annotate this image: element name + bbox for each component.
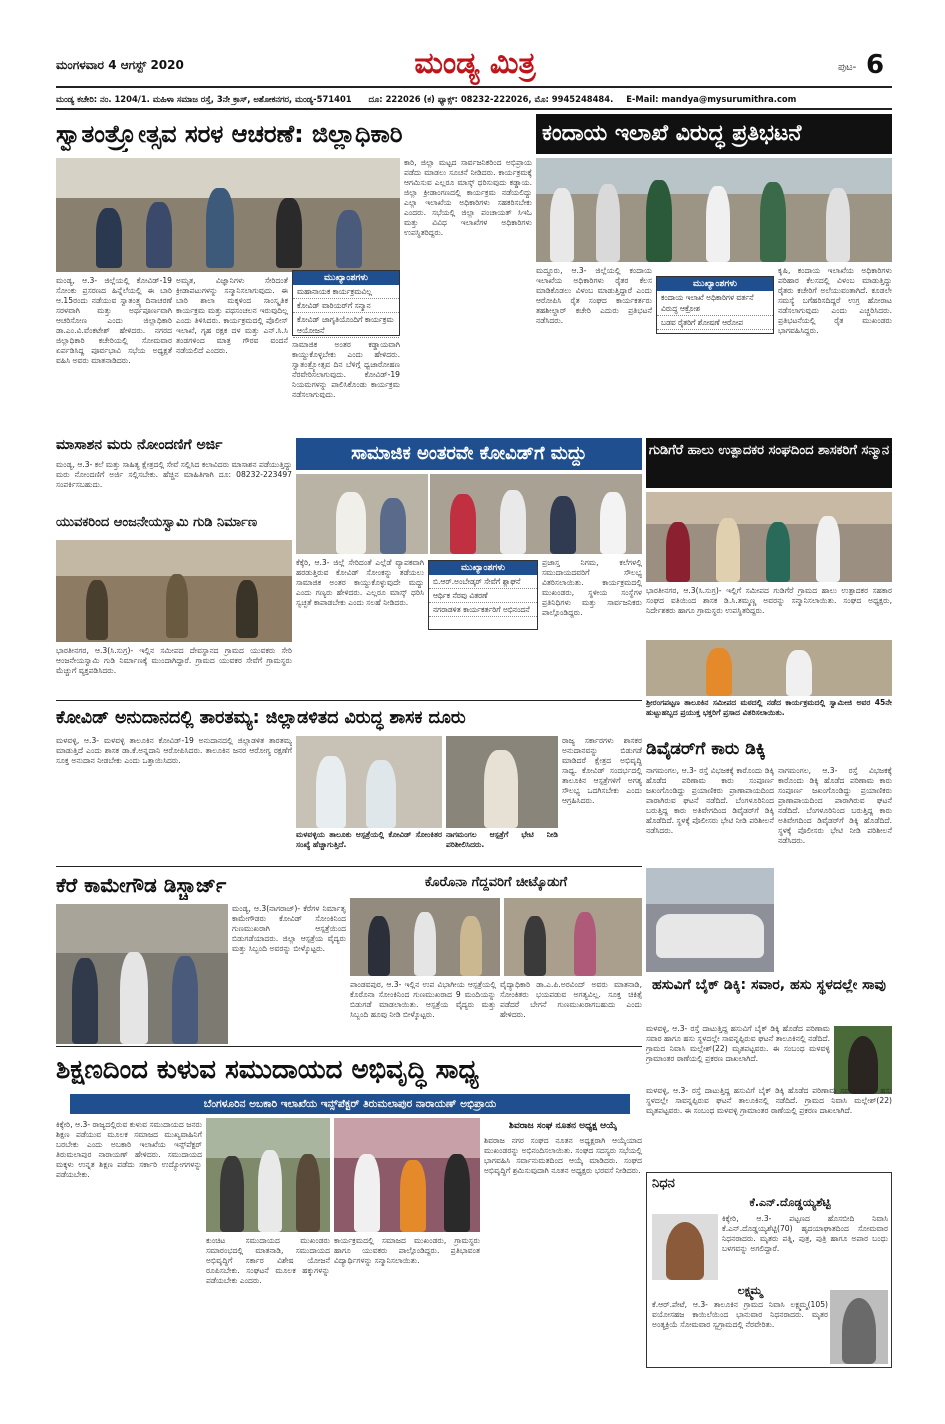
a11-body: ಮಳವಳ್ಳಿ, ಆ.3- ರಸ್ತೆ ದಾಟುತ್ತಿದ್ದ ಹಸುವಿಗೆ ಬೈಕ್ ಡಿಕ್ಕಿ ಹೊಡೆದ ಪರಿಣಾಮ ಸವಾರ ಹಾಗೂ ಹಸು ಸ್ಥಳದಲ್ಲೇ ಸಾವನ್ನಪ್ಪಿರುವ ಘಟನೆ ತಾಲೂಕಿನಲ್ಲಿ ನಡೆದಿದೆ. ಗ್ರಾಮದ ನಿವಾಸಿ ಮಲ್ಲೇಶ್(22) ಮೃತಪಟ್ಟವರು. ಈ ಸಂಬಂಧ ಮಳವಳ್ಳಿ ಗ್ರಾಮಾಂತರ ಠಾಣೆಯಲ್ಲಿ ಪ್ರಕರಣ ದಾಖಲಾಗಿದೆ. — [646, 1024, 830, 1063]
page-number: 6 — [866, 50, 885, 80]
a10-body: ಪಾಂಡವಪುರ, ಆ.3- ಇಲ್ಲಿನ ಉಪ ವಿಭಾಗೀಯ ಆಸ್ಪತ್ರೆಯಲ್ಲಿ ಕೊರೊನಾ ಸೋಂಕಿನಿಂದ ಗುಣಮುಖರಾದ 9 ಮಂದಿಯನ್ನು ಬಿಡುಗಡೆ ಮಾಡಲಾಯಿತು. ಆಸ್ಪತ್ರೆಯ ವೈದ್ಯರು ಮತ್ತು ಸಿಬ್ಬಂದಿ ಹೂವು ನೀಡಿ ಬೀಳ್ಕೊಟ್ಟರು. — [350, 980, 496, 1019]
a12-headline: ಶಿಕ್ಷಣದಿಂದ ಕುಳುವ ಸಮುದಾಯದ ಅಭಿವೃದ್ಧಿ ಸಾಧ್ಯ — [56, 1055, 479, 1085]
a2-body-left: ಮದ್ದೂರು, ಆ.3- ಜಿಲ್ಲೆಯಲ್ಲಿ ಕಂದಾಯ ಇಲಾಖೆಯ ಅಧಿಕಾರಿಗಳು ರೈತರ ಕೆಲಸ ಮಾಡಿಕೊಡಲು ವಿಳಂಬ ಮಾಡುತ್ತಿದ್ದಾರೆ ಎಂದು ಆರೋಪಿಸಿ ರೈತ ಸಂಘದ ಕಾರ್ಯಕರ್ತರು ತಹಶೀಲ್ದಾರ್ ಕಚೇರಿ ಎದುರು ಪ್ರತಿಭಟನೆ ನಡೆಸಿದರು. — [536, 266, 652, 325]
a4-headline: ಯುವಕರಿಂದ ಆಂಜನೇಯಸ್ವಾಮಿ ಗುಡಿ ನಿರ್ಮಾಣ — [56, 516, 258, 530]
a2-key-point: ಬಡವ ರೈತರಿಗೆ ಶೋಷಣೆ ಆರೋಪ — [657, 316, 773, 330]
a5-photo — [430, 474, 642, 554]
a1-body-left: ಮಂಡ್ಯ, ಆ.3- ಜಿಲ್ಲೆಯಲ್ಲಿ ಕೋವಿಡ್-19 ಸೋಂಕು ಪ್ರಸರಣದ ಹಿನ್ನೆಲೆಯಲ್ಲಿ ಈ ಬಾರಿ ಆ.15ರಂದು ನಡೆಯುವ ಸ್ವಾತಂತ್ರ್ಯ ದಿನಾಚರಣೆ ಸರಳವಾಗಿ ಮತ್ತು ಅರ್ಥಪೂರ್ಣವಾಗಿ ಆಚರಿಸೋಣ ಎಂದು ಜಿಲ್ಲಾಧಿಕಾರಿ ಡಾ.ಎಂ.ವಿ.ವೆಂಕಟೇಶ್ ಹೇಳಿದರು. ನಗರದ ಜಿಲ್ಲಾಧಿಕಾರಿ ಕಚೇರಿಯಲ್ಲಿ ಸೋಮವಾರ ಏರ್ಪಡಿಸಿದ್ದ ಪೂರ್ವಭಾವಿ ಸಭೆಯ ಅಧ್ಯಕ್ಷತೆ ವಹಿಸಿ ಅವರು ಮಾತನಾಡಿದರು. — [56, 276, 172, 365]
car-shape — [656, 914, 764, 958]
a6-body: ಭಾರತೀನಗರ, ಆ.3(ಸಿ.ಸುಗ್ರ)- ಇಲ್ಲಿಗೆ ಸಮೀಪದ ಗುಡಿಗೆರೆ ಗ್ರಾಮದ ಹಾಲು ಉತ್ಪಾದಕರ ಸಹಕಾರ ಸಂಘದ ವತಿಯಿಂದ ಶಾಸಕ ಡಿ.ಸಿ.ತಮ್ಮಣ್ಣ ಅವರನ್ನು ಸನ್ಮಾನಿಸಲಾಯಿತು. ಸಂಘದ ಅಧ್ಯಕ್ಷರು, ನಿರ್ದೇಶಕರು ಹಾಗೂ ಗ್ರಾಮಸ್ಥರು ಉಪಸ್ಥಿತರಿದ್ದರು. — [646, 586, 892, 615]
a12-body-right: ಕಾರ್ಯಕ್ರಮದಲ್ಲಿ ಸಮಾಜದ ಮುಖಂಡರು, ಗ್ರಾಮಸ್ಥರು ಹಾಗೂ ಯುವಕರು ಪಾಲ್ಗೊಂಡಿದ್ದರು. ಪ್ರತಿಭಾವಂತ ವಿದ್ಯಾರ್ಥಿಗಳನ್ನು ಸನ್ಮಾನಿಸಲಾಯಿತು. — [334, 1236, 480, 1265]
a11-victim-photo — [834, 1026, 892, 1094]
masthead-rule-2 — [56, 108, 892, 110]
page-label: ಪುಟ- — [838, 62, 857, 73]
obituary-name-2: ಲಕ್ಷ್ಮಮ್ಮ — [737, 1284, 763, 1297]
a8-headline: ಡಿವೈಡರ್‌ಗೆ ಕಾರು ಡಿಕ್ಕಿ — [646, 739, 766, 759]
obituary-title: ನಿಧನ — [652, 1176, 675, 1191]
section-rule — [56, 866, 642, 867]
a7-caption-left: ಮಳವಳ್ಳಿಯ ತಾಲೂಕು ಆಸ್ಪತ್ರೆಯಲ್ಲಿ ಕೋವಿಡ್ ಸೋಂಕಿತರ ಸಂಖ್ಯೆ ಹೆಚ್ಚಾಗುತ್ತಿದೆ. — [296, 830, 442, 849]
a5-photo — [296, 474, 428, 554]
a1-key-points — [292, 270, 400, 336]
a1-key-point: ಕೋವಿಡ್ ಜಾಗೃತಿಯೊಂದಿಗೆ ಕಾರ್ಯಕ್ರಮ ಆಯೋಜನೆ — [293, 313, 399, 338]
a1-key-points-title: ಮುಖ್ಯಾಂಶಗಳು — [293, 271, 399, 285]
address-text: ಮಂಡ್ಯ ಕಚೇರಿ: ನಂ. 1204/1. ಮಹಿಳಾ ಸಮಾಜ ರಸ್ತೆ, 3ನೇ ಕ್ರಾಸ್, ಅಶೋಕನಗರ, ಮಂಡ್ಯ-571401 — [56, 94, 352, 104]
a2-body-right: ಕೃಷಿ, ಕಂದಾಯ ಇಲಾಖೆಯ ಅಧಿಕಾರಿಗಳು ಪರಿಹಾರ ಕೆಲಸದಲ್ಲಿ ವಿಳಂಬ ಮಾಡುತ್ತಿದ್ದು ರೈತರು ಕಚೇರಿಗೆ ಅಲೆಯುವಂತಾಗಿದೆ. ಕೂಡಲೇ ಸಮಸ್ಯೆ ಬಗೆಹರಿಸದಿದ್ದರೆ ಉಗ್ರ ಹೋರಾಟ ನಡೆಸಲಾಗುವುದು ಎಂದು ಎಚ್ಚರಿಸಿದರು. ಪ್ರತಿಭಟನೆಯಲ್ಲಿ ರೈತ ಮುಖಂಡರು ಭಾಗವಹಿಸಿದ್ದರು. — [778, 266, 892, 335]
a8-body: ನಾಗಮಂಗಲ, ಆ.3- ರಸ್ತೆ ವಿಭಜಕಕ್ಕೆ ಕಾರೊಂದು ಡಿಕ್ಕಿ ಹೊಡೆದ ಪರಿಣಾಮ ಕಾರು ಸಂಪೂರ್ಣ ಜಖಂಗೊಂಡಿದ್ದು ಪ್ರಯಾಣಿಕರು ಪ್ರಾಣಾಪಾಯದಿಂದ ಪಾರಾಗಿರುವ ಘಟನೆ ನಡೆದಿದೆ. ಬೆಂಗಳೂರಿನಿಂದ ಬರುತ್ತಿದ್ದ ಕಾರು ಅತಿವೇಗದಿಂದ ಡಿವೈಡರ್‌ಗೆ ಡಿಕ್ಕಿ ಹೊಡೆದಿದೆ. ಸ್ಥಳಕ್ಕೆ ಪೊಲೀಸರು ಭೇಟಿ ನೀಡಿ ಪರಿಶೀಲನೆ ನಡೆಸಿದರು. — [778, 766, 892, 845]
a11-headline: ಹಸುವಿಗೆ ಬೈಕ್ ಡಿಕ್ಕಿ: ಸವಾರ, ಹಸು ಸ್ಥಳದಲ್ಲೇ ಸಾವು — [652, 977, 886, 993]
a1-meeting-photo — [56, 158, 400, 272]
a5-body-right: ಪ್ರಜಾಸ್ತ ನಿಗಮ, ಕಲೆಗಳಲ್ಲಿ ಸಮುದಾಯದವರಿಗೆ ಸೌಲಭ್ಯ ವಿತರಿಸಲಾಯಿತು. ಕಾರ್ಯಕ್ರಮದಲ್ಲಿ ಮುಖಂಡರು, ಸ್ಥಳೀಯ ಸಂಸ್ಥೆಗಳ ಪ್ರತಿನಿಧಿಗಳು ಮತ್ತು ಸಾರ್ವಜನಿಕರು ಪಾಲ್ಗೊಂಡಿದ್ದರು. — [542, 558, 642, 617]
a10-headline: ಕೊರೊನಾ ಗೆದ್ದವರಿಗೆ ಚೀಟ್ಕೊಡುಗೆ — [424, 875, 568, 890]
masthead-date: ಮಂಗಳವಾರ 4 ಆಗಸ್ಟ್ 2020 — [56, 58, 184, 72]
a1-body-mid2: ಸಾಮಾಜಿಕ ಅಂತರ ಕಡ್ಡಾಯವಾಗಿ ಕಾಯ್ದುಕೊಳ್ಳಬೇಕು ಎಂದು ಹೇಳಿದರು. ಸ್ವಾತಂತ್ರ್ಯೋತ್ಸವ ದಿನ ಬೆಳಿಗ್ಗೆ ಧ್ವಜಾರೋಹಣ ನೆರವೇರಿಸಲಾಗುವುದು. ಕೋವಿಡ್-19 ನಿಯಮಗಳನ್ನು ಪಾಲಿಸಿಕೊಂಡು ಕಾರ್ಯಕ್ರಮ ನಡೆಸಲಾಗುವುದು. — [292, 340, 400, 399]
a7-officials-photo — [446, 736, 558, 828]
a8-car-photo — [646, 868, 774, 972]
a8-body: ನಾಗಮಂಗಲ, ಆ.3- ರಸ್ತೆ ವಿಭಜಕಕ್ಕೆ ಕಾರೊಂದು ಡಿಕ್ಕಿ ಹೊಡೆದ ಪರಿಣಾಮ ಕಾರು ಸಂಪೂರ್ಣ ಜಖಂಗೊಂಡಿದ್ದು ಪ್ರಯಾಣಿಕರು ಪ್ರಾಣಾಪಾಯದಿಂದ ಪಾರಾಗಿರುವ ಘಟನೆ ನಡೆದಿದೆ. ಬೆಂಗಳೂರಿನಿಂದ ಬರುತ್ತಿದ್ದ ಕಾರು ಅತಿವೇಗದಿಂದ ಡಿವೈಡರ್‌ಗೆ ಡಿಕ್ಕಿ ಹೊಡೆದಿದೆ. ಸ್ಥಳಕ್ಕೆ ಪೊಲೀಸರು ಭೇಟಿ ನೀಡಿ ಪರಿಶೀಲನೆ ನಡೆಸಿದರು. — [646, 766, 774, 835]
a10-photo — [504, 898, 642, 976]
a5-headline: ಸಾಮಾಜಿಕ ಅಂತರವೇ ಕೋವಿಡ್‌ಗೆ ಮದ್ದು — [296, 438, 642, 470]
a12-body: ಕಿಕ್ಕೇರಿ, ಆ.3- ರಾಜ್ಯದಲ್ಲಿರುವ ಕುಳುವ ಸಮುದಾಯದ ಜನರು ಶಿಕ್ಷಣ ಪಡೆಯುವ ಮೂಲಕ ಸಮಾಜದ ಮುಖ್ಯವಾಹಿನಿಗೆ ಬರಬೇಕು ಎಂದು ಅಬಕಾರಿ ಇಲಾಖೆಯ ಇನ್ಸ್‌ಪೆಕ್ಟರ್ ತಿರುಮಲಾಪುರ ನಾರಾಯಣ್ ಹೇಳಿದರು. ಸಮುದಾಯದ ಮಕ್ಕಳು ಉನ್ನತ ಶಿಕ್ಷಣ ಪಡೆದು ಸರ್ಕಾರಿ ಉದ್ಯೋಗಗಳನ್ನು ಪಡೆಯಬೇಕು. — [56, 1120, 202, 1179]
a13-headline: ಶಿವರಾಜ ಸಂಘ ನೂತನ ಅಧ್ಯಕ್ಷ ಆಯ್ಕೆ — [509, 1121, 617, 1131]
masthead-rule — [56, 86, 892, 88]
a10-photo — [350, 898, 500, 976]
a12-photo — [334, 1118, 480, 1232]
a5-body: ಕೆಕ್ಕೆರಿ, ಆ.3- ಜಿಲ್ಲೆ ಸೇರಿದಂತೆ ಎಲ್ಲೆಡೆ ವ್ಯಾಪಕವಾಗಿ ಹರಡುತ್ತಿರುವ ಕೋವಿಡ್ ಸೋಂಕನ್ನು ತಡೆಯಲು ಸಾಮಾಜಿಕ ಅಂತರ ಕಾಯ್ದುಕೊಳ್ಳುವುದೇ ಮದ್ದು ಎಂದು ಗಣ್ಯರು ಹೇಳಿದರು. ಎಲ್ಲರೂ ಮಾಸ್ಕ್ ಧರಿಸಿ ಸ್ವಚ್ಛತೆ ಕಾಪಾಡಬೇಕು ಎಂದು ಸಲಹೆ ನೀಡಿದರು. — [296, 558, 424, 607]
a12-photo — [206, 1118, 330, 1232]
a12-subhead: ಬೆಂಗಳೂರಿನ ಅಬಕಾರಿ ಇಲಾಖೆಯ ಇನ್ಸ್‌ಪೆಕ್ಟರ್ ತಿರುಮಲಾಪುರ ನಾರಾಯಣ್ ಅಭಿಪ್ರಾಯ — [70, 1094, 630, 1114]
phone-text: ದೂ: 222026 (ಕ) ಫ್ಯಾಕ್ಸ್: 08232-222026, ಮೊ: 9945248484. — [368, 94, 614, 104]
a1-headline: ಸ್ವಾತಂತ್ರ್ಯೋತ್ಸವ ಸರಳ ಆಚರಣೆ: ಜಿಲ್ಲಾಧಿಕಾರಿ — [56, 120, 403, 148]
a7-body: ಮಳವಳ್ಳಿ, ಆ.3- ಮಳವಳ್ಳಿ ತಾಲೂಕಿನ ಕೋವಿಡ್-19 ಅನುದಾನದಲ್ಲಿ ಜಿಲ್ಲಾಡಳಿತ ತಾರತಮ್ಯ ಮಾಡುತ್ತಿದೆ ಎಂದು ಶಾಸಕ ಡಾ.ಕೆ.ಅನ್ನದಾನಿ ಆರೋಪಿಸಿದರು. ತಾಲೂಕಿನ ಜನರ ಆರೋಗ್ಯ ರಕ್ಷಣೆಗೆ ಸೂಕ್ತ ಅನುದಾನ ನೀಡಬೇಕು ಎಂದು ಒತ್ತಾಯಿಸಿದರು. — [56, 736, 292, 765]
a6-headline: ಗುಡಿಗೆರೆ ಹಾಲು ಉತ್ಪಾದಕರ ಸಂಘದಿಂದ ಶಾಸಕರಿಗೆ ಸನ್ಮಾನ — [646, 438, 892, 488]
obituary-photo-2 — [830, 1290, 888, 1364]
a2-protest-photo — [536, 158, 892, 262]
email-text: E-Mail: mandya@mysurumithra.com — [626, 94, 797, 104]
a1-key-point: ಕೋವಿಡ್ ವಾರಿಯರ್‌ಗೆ ಸನ್ಮಾನ — [293, 299, 399, 313]
a2-headline: ಕಂದಾಯ ಇಲಾಖೆ ವಿರುದ್ಧ ಪ್ರತಿಭಟನೆ — [536, 114, 892, 154]
obituary-body-2: ಕೆ.ಆರ್.ಪೇಟೆ, ಆ.3- ತಾಲೂಕಿನ ಗ್ರಾಮದ ನಿವಾಸಿ ಲಕ್ಷ್ಮಮ್ಮ(105) ವಯೋಸಹಜ ಕಾಯಿಲೆಯಿಂದ ಭಾನುವಾರ ನಿಧನರಾದರು. ಮೃತರ ಅಂತ್ಯಕ್ರಿಯೆ ಸೋಮವಾರ ಸ್ವಗ್ರಾಮದಲ್ಲಿ ನೆರವೇರಿತು. — [652, 1300, 828, 1329]
a6b-photo — [646, 640, 892, 696]
a3-headline: ಮಾಸಾಶನ ಮರು ನೋಂದಣಿಗೆ ಅರ್ಜಿ — [56, 438, 223, 453]
a1-key-point: ಮಹಾನಾಯಕ ಕಾರ್ಯಕ್ರಮವಿಲ್ಲ — [293, 285, 399, 299]
a7-caption-right: ನಾಗಮಂಗಲ ಆಸ್ಪತ್ರೆಗೆ ಭೇಟಿ ನೀಡಿ ಪರಿಶೀಲಿಸಿದರು. — [446, 830, 558, 849]
section-rule — [56, 700, 642, 701]
section-rule — [56, 1046, 642, 1047]
a6-photo — [646, 492, 892, 582]
a9-headline: ಕೆರೆ ಕಾಮೇಗೌಡ ಡಿಸ್ಚಾರ್ಜ್ — [56, 873, 227, 897]
a3-body: ಮಂಡ್ಯ, ಆ.3- ಕಲೆ ಮತ್ತು ಸಾಹಿತ್ಯ ಕ್ಷೇತ್ರದಲ್ಲಿ ಸೇವೆ ಸಲ್ಲಿಸಿದ ಕಲಾವಿದರು ಮಾಸಾಶನ ಪಡೆಯುತ್ತಿದ್ದು ಮರು ನೋಂದಣಿಗೆ ಅರ್ಜಿ ಸಲ್ಲಿಸಬೇಕು. ಹೆಚ್ಚಿನ ಮಾಹಿತಿಗಾಗಿ ದೂ: 08232-223497 ಸಂಪರ್ಕಿಸಬಹುದು. — [56, 460, 292, 489]
a9-photo — [56, 904, 228, 1044]
a11-body: ಮಳವಳ್ಳಿ, ಆ.3- ರಸ್ತೆ ದಾಟುತ್ತಿದ್ದ ಹಸುವಿಗೆ ಬೈಕ್ ಡಿಕ್ಕಿ ಹೊಡೆದ ಪರಿಣಾಮ ಸವಾರ ಹಾಗೂ ಹಸು ಸ್ಥಳದಲ್ಲೇ ಸಾವನ್ನಪ್ಪಿರುವ ಘಟನೆ ತಾಲೂಕಿನಲ್ಲಿ ನಡೆದಿದೆ. ಗ್ರಾಮದ ನಿವಾಸಿ ಮಲ್ಲೇಶ್(22) ಮೃತಪಟ್ಟವರು. ಈ ಸಂಬಂಧ ಮಳವಳ್ಳಿ ಗ್ರಾಮಾಂತರ ಠಾಣೆಯಲ್ಲಿ ಪ್ರಕರಣ ದಾಖಲಾಗಿದೆ. — [646, 1086, 892, 1115]
a2-key-points — [656, 276, 774, 334]
obituary-photo-1 — [652, 1214, 718, 1280]
obituary-name-1: ಕೆ.ಎನ್.ದೊಡ್ಡಯ್ಯಶೆಟ್ಟಿ — [749, 1196, 831, 1209]
a1-body-mid: ಅಮೃತ, ವಿಜ್ಞಾನಿಗಳು ಸೇರಿದಂತೆ ಕ್ರೀಡಾಪಟುಗಳನ್ನು ಸನ್ಮಾನಿಸಲಾಗುವುದು. ಈ ಬಾರಿ ಶಾಲಾ ಮಕ್ಕಳಿಂದ ಸಾಂಸ್ಕೃತಿಕ ಕಾರ್ಯಕ್ರಮ ಮತ್ತು ಪಥಸಂಚಲನ ಇರುವುದಿಲ್ಲ ಎಂದು ತಿಳಿಸಿದರು. ಕಾರ್ಯಕ್ರಮದಲ್ಲಿ ಪೊಲೀಸ್ ಇಲಾಖೆ, ಗೃಹ ರಕ್ಷಕ ದಳ ಮತ್ತು ಎನ್.ಸಿ.ಸಿ ತಂಡಗಳಿಂದ ಮಾತ್ರ ಗೌರವ ವಂದನೆ ನಡೆಯಲಿದೆ ಎಂದರು. — [176, 276, 288, 355]
a7-body-right: ರಾಜ್ಯ ಸರ್ಕಾರಗಳು ಶಾಸಕರ ಅನುದಾನವನ್ನು ಬಿಡುಗಡೆ ಮಾಡಿದರೆ ಕ್ಷೇತ್ರದ ಅಭಿವೃದ್ಧಿ ಸಾಧ್ಯ. ಕೋವಿಡ್ ಸಂದರ್ಭದಲ್ಲಿ ತಾಲೂಕಿನ ಆಸ್ಪತ್ರೆಗಳಿಗೆ ಅಗತ್ಯ ಸೌಲಭ್ಯ ಒದಗಿಸಬೇಕು ಎಂದು ಆಗ್ರಹಿಸಿದರು. — [562, 736, 642, 805]
a5-key-point: ಬಿ.ಆರ್.ಅಂಬೇಡ್ಕರ್ ಸೇವೆಗೆ ಶ್ಲಾಘನೆ — [429, 575, 537, 589]
a2-key-points-title: ಮುಖ್ಯಾಂಶಗಳು — [657, 277, 773, 291]
a5-key-point: ನಗರಾಡಳಿತ ಕಾರ್ಯಕರ್ತರಿಗೆ ಅಭಿನಂದನೆ — [429, 603, 537, 617]
a5-key-points-title: ಮುಖ್ಯಾಂಶಗಳು — [429, 561, 537, 575]
a7-headline: ಕೋವಿಡ್ ಅನುದಾನದಲ್ಲಿ ತಾರತಮ್ಯ: ಜಿಲ್ಲಾಡಳಿತದ ವಿರುದ್ಧ ಶಾಸಕ ದೂರು — [56, 708, 466, 728]
a9-body: ಮಂಡ್ಯ, ಆ.3(ನಾಗರಾಜ್)- ಕೆರೆಗಳ ನಿರ್ಮಾತೃ ಕಾಮೇಗೌಡರು ಕೋವಿಡ್ ಸೋಂಕಿನಿಂದ ಗುಣಮುಖರಾಗಿ ಆಸ್ಪತ್ರೆಯಿಂದ ಬಿಡುಗಡೆಯಾದರು. ಜಿಲ್ಲಾ ಆಸ್ಪತ್ರೆಯ ವೈದ್ಯರು ಮತ್ತು ಸಿಬ್ಬಂದಿ ಅವರನ್ನು ಬೀಳ್ಕೊಟ್ಟರು. — [232, 904, 346, 953]
a4-photo — [56, 540, 292, 642]
a13-body: ಶಿವರಾಜ ನಗರ ಸಂಘದ ನೂತನ ಅಧ್ಯಕ್ಷರಾಗಿ ಆಯ್ಕೆಯಾದ ಮುಖಂಡರನ್ನು ಅಭಿನಂದಿಸಲಾಯಿತು. ಸಂಘದ ಸದಸ್ಯರು ಸಭೆಯಲ್ಲಿ ಭಾಗವಹಿಸಿ ಸರ್ವಾನುಮತದಿಂದ ಆಯ್ಕೆ ಮಾಡಿದರು. ಸಂಘದ ಅಭಿವೃದ್ಧಿಗೆ ಶ್ರಮಿಸುವುದಾಗಿ ನೂತನ ಅಧ್ಯಕ್ಷರು ಭರವಸೆ ನೀಡಿದರು. — [484, 1136, 642, 1175]
a6b-caption: ಶ್ರೀರಂಗಪಟ್ಟಣ ತಾಲೂಕಿನ ಸಮೀಪದ ಮಠದಲ್ಲಿ ನಡೆದ ಕಾರ್ಯಕ್ರಮದಲ್ಲಿ ಸ್ವಾಮೀಜಿ ಅವರ 45ನೇ ಹುಟ್ಟುಹಬ್ಬದ ಪ್ರಯುಕ್ತ ಭಕ್ತರಿಗೆ ಪ್ರಸಾದ ವಿತರಿಸಲಾಯಿತು. — [646, 698, 892, 717]
a4-body: ಭಾರತೀನಗರ, ಆ.3(ಸಿ.ಸುಗ್ರ)- ಇಲ್ಲಿನ ಸಮೀಪದ ದೇವಸ್ಥಾನದ ಗ್ರಾಮದ ಯುವಕರು ಸೇರಿ ಆಂಜನೇಯಸ್ವಾಮಿ ಗುಡಿ ನಿರ್ಮಾಣಕ್ಕೆ ಮುಂದಾಗಿದ್ದಾರೆ. ಗ್ರಾಮದ ಯುವಕರ ಸೇವೆಗೆ ಗ್ರಾಮಸ್ಥರು ಮೆಚ್ಚುಗೆ ವ್ಯಕ್ತಪಡಿಸಿದರು. — [56, 646, 292, 675]
a12-body-mid: ಕುಂಚಿಟ ಸಮುದಾಯದ ಮುಖಂಡರು ಸಮಾರಂಭದಲ್ಲಿ ಮಾತನಾಡಿ, ಸಮುದಾಯದ ಅಭಿವೃದ್ಧಿಗೆ ಸರ್ಕಾರ ವಿಶೇಷ ಯೋಜನೆ ರೂಪಿಸಬೇಕು. ಸಂಘಟನೆ ಮೂಲಕ ಹಕ್ಕುಗಳನ್ನು ಪಡೆಯಬೇಕು ಎಂದರು. — [206, 1236, 330, 1285]
a7-hospital-photo — [296, 736, 442, 828]
a5-key-points — [428, 560, 538, 630]
a5-key-point: ಆರ್ಥಿಕ ನೆರವು ವಿತರಣೆ — [429, 589, 537, 603]
masthead-address-bar — [56, 92, 892, 106]
masthead-logo: ಮಂಡ್ಯ ಮಿತ್ರ — [414, 46, 536, 81]
obituary-body-1: ಕಿಕ್ಕೇರಿ, ಆ.3- ಪಟ್ಟಣದ ಹೊಸಬೀದಿ ನಿವಾಸಿ ಕೆ.ಎನ್.ದೊಡ್ಡಯ್ಯಶೆಟ್ಟಿ(70) ಹೃದಯಾಘಾತದಿಂದ ಸೋಮವಾರ ನಿಧನರಾದರು. ಮೃತರು ಪತ್ನಿ, ಪುತ್ರ, ಪುತ್ರಿ ಹಾಗೂ ಅಪಾರ ಬಂಧು ಬಳಗವನ್ನು ಅಗಲಿದ್ದಾರೆ. — [722, 1214, 888, 1253]
a10-body-right: ವೈದ್ಯಾಧಿಕಾರಿ ಡಾ.ಎ.ಪಿ.ಅರವಿಂದ್ ಅವರು ಮಾತನಾಡಿ, ಸೋಂಕಿತರು ಭಯಪಡುವ ಅಗತ್ಯವಿಲ್ಲ. ಸೂಕ್ತ ಚಿಕಿತ್ಸೆ ಪಡೆದರೆ ಬೇಗನೆ ಗುಣಮುಖರಾಗಬಹುದು ಎಂದು ಹೇಳಿದರು. — [500, 980, 642, 1019]
a1-body-right: ಕಾರಿ, ಜಿಲ್ಲಾ ಮಟ್ಟದ ಸಾರ್ವಜನಿಕರಿಂದ ಅಭಿಪ್ರಾಯ ಪಡೆದು ಮಾಡಲು ಸೂಚನೆ ನೀಡಿದರು. ಕಾರ್ಯಕ್ರಮಕ್ಕೆ ಆಗಮಿಸುವ ಎಲ್ಲರೂ ಮಾಸ್ಕ್ ಧರಿಸುವುದು ಕಡ್ಡಾಯ. ಜಿಲ್ಲಾ ಕ್ರೀಡಾಂಗಣದಲ್ಲಿ ಕಾರ್ಯಕ್ರಮ ನಡೆಯಲಿದ್ದು ಎಲ್ಲಾ ಇಲಾಖೆಯ ಅಧಿಕಾರಿಗಳು ಸಹಕರಿಸಬೇಕು ಎಂದರು. ಸಭೆಯಲ್ಲಿ ಜಿಲ್ಲಾ ಪಂಚಾಯತ್ ಸಿಇಓ ಮತ್ತು ವಿವಿಧ ಇಲಾಖೆಗಳ ಅಧಿಕಾರಿಗಳು ಉಪಸ್ಥಿತರಿದ್ದರು. — [404, 158, 532, 237]
a2-key-point: ಕಂದಾಯ ಇಲಾಖೆ ಅಧಿಕಾರಿಗಳ ವರ್ತನೆ ವಿರುದ್ಧ ಆಕ್ರೋಶ — [657, 291, 773, 316]
